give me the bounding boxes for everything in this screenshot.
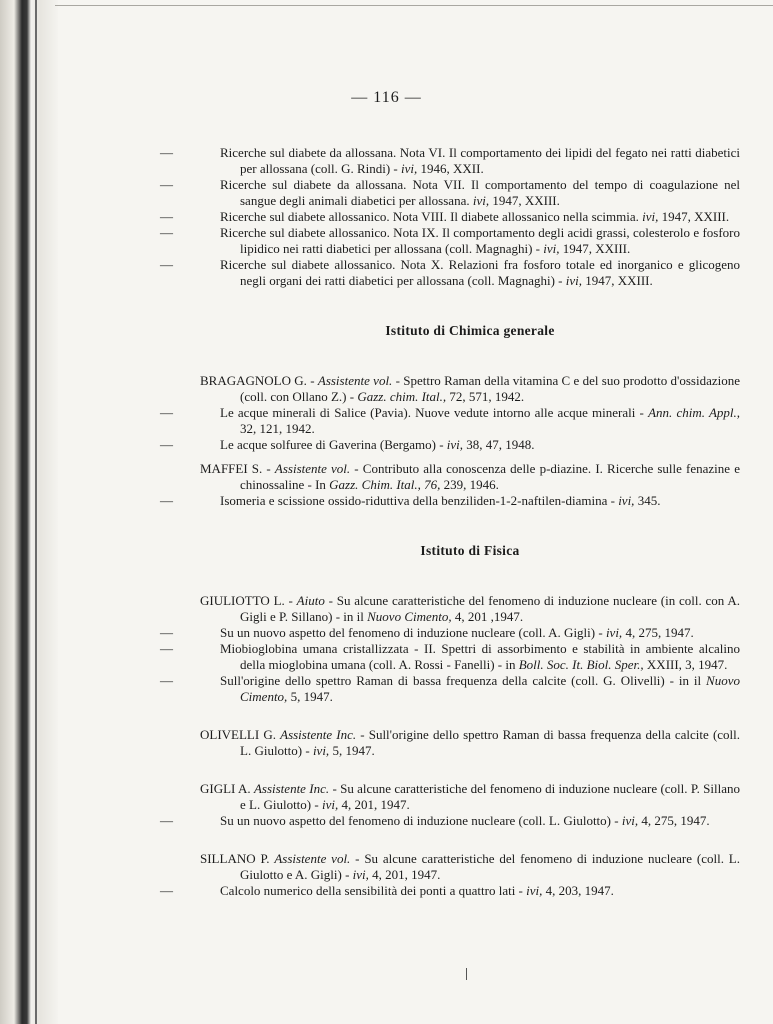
entry-text: Ricerche sul diabete allossanico. Nota VIII. Il diabete allossanico nella scimmia. — [220, 209, 643, 224]
bibliography-entry — [160, 883, 740, 899]
entry-ref-rest: 5, 1947. — [329, 743, 375, 758]
bibliography-entry — [160, 493, 740, 509]
journal-name: Ann. chim. Appl., — [648, 405, 740, 420]
author-entry-olivelli — [200, 727, 740, 759]
separator: - — [306, 373, 318, 388]
entry-text: Calcolo numerico della sensibilità dei ponti a quattro lati - — [220, 883, 527, 898]
entry-ref: ivi, — [642, 209, 659, 224]
entry-dash: — — [160, 813, 173, 828]
entry-text: - Contributo alla conoscenza delle p-diazine. I. Ricerche sulle fenazine e chinossaline - In — [240, 461, 740, 492]
journal-name: ivi, — [446, 437, 464, 452]
author-role: Assistente Inc. — [280, 727, 357, 742]
entry-ref-rest: 4, 275, 1947. — [622, 625, 694, 640]
separator: - — [262, 461, 275, 476]
bibliography-entry — [160, 225, 740, 257]
author-name: BRAGAGNOLO G. — [200, 373, 307, 388]
author-entry-giuliotto — [200, 593, 740, 625]
author-name: GIGLI A. — [200, 781, 251, 796]
entry-dash: — — [160, 177, 173, 192]
entry-ref-rest: 72, 571, 1942. — [446, 389, 525, 404]
page-number: — 116 — — [351, 89, 422, 106]
bibliography-entry — [160, 641, 740, 673]
author-name: MAFFEI S. — [200, 461, 263, 476]
entry-ref-rest: 4, 203, 1947. — [542, 883, 614, 898]
entry-ref-rest: 345. — [634, 493, 661, 508]
bibliography-entry — [160, 405, 740, 437]
journal-name: ivi, — [312, 743, 330, 758]
entry-dash: — — [160, 405, 173, 420]
entry-ref: ivi, — [401, 161, 418, 176]
author-entry-gigli — [200, 781, 740, 813]
author-name: GIULIOTTO L. — [200, 593, 285, 608]
entry-text: - Su alcune caratteristiche del fenomeno di induzione nucleare (coll. P. Sillano e L. Giulotto) - — [240, 781, 741, 812]
entry-ref-rest: 1947, XXIII. — [582, 273, 653, 288]
journal-name: Nuovo Cimento, — [240, 673, 740, 704]
journal-name: ivi, — [526, 883, 543, 898]
entry-dash: — — [160, 437, 173, 452]
entry-ref-rest: 1946, XXII. — [417, 161, 484, 176]
entry-ref-rest: 239, 1946. — [440, 477, 499, 492]
entry-ref-rest: 4, 201 ,1947. — [451, 609, 524, 624]
entry-dash: — — [160, 145, 173, 160]
entry-text: Su un nuovo aspetto del fenomeno di induzione nucleare (coll. L. Giulotto) - — [220, 813, 622, 828]
journal-name: Gazz. Chim. Ital., 76, — [329, 477, 441, 492]
journal-name: ivi, — [605, 625, 623, 640]
entry-ref-rest: 4, 275, 1947. — [638, 813, 710, 828]
journal-name: Gazz. chim. Ital., — [357, 389, 447, 404]
entry-ref: ivi, — [472, 193, 490, 208]
entry-ref-rest: XXIII, 3, 1947. — [643, 657, 728, 672]
bibliography-entry — [160, 813, 740, 829]
section-heading-chimica: Istituto di Chimica generale — [385, 323, 555, 338]
entry-text: Su un nuovo aspetto del fenomeno di induzione nucleare (coll. A. Gigli) - — [220, 625, 606, 640]
author-entry-maffei — [200, 461, 740, 493]
entry-dash: — — [160, 493, 173, 508]
book-binding-edge — [0, 0, 58, 1024]
top-edge-rule — [55, 5, 773, 6]
entry-dash: — — [160, 225, 173, 240]
author-role: Assistente Inc. — [253, 781, 330, 796]
entry-ref-rest: 1947, XXIII. — [658, 209, 730, 224]
section-heading-fisica: Istituto di Fisica — [420, 543, 520, 558]
author-role: Assistente vol. — [274, 851, 351, 866]
journal-name: ivi, — [618, 493, 635, 508]
author-entry-bragagnolo — [200, 373, 740, 405]
entry-text: Sull'origine dello spettro Raman di bassa frequenza della calcite (coll. G. Olivelli) - in il — [220, 673, 707, 688]
entry-ref-rest: 38, 47, 1948. — [463, 437, 535, 452]
entry-ref-rest: 4, 201, 1947. — [338, 797, 410, 812]
author-name: SILLANO P. — [200, 851, 270, 866]
entry-text: - Spettro Raman della vitamina C e del suo prodotto d'ossidazione (coll. con Ollano Z.) - — [240, 373, 740, 404]
journal-name: ivi, — [321, 797, 339, 812]
author-entry-sillano — [200, 851, 740, 883]
journal-name: ivi, — [621, 813, 639, 828]
entry-text: Ricerche sul diabete allossanico. Nota X. Relazioni fra fosforo totale ed inorganico e glicogeno negli organi dei ratti diabetici per allossana (coll. Magnaghi) - — [220, 257, 740, 288]
entry-text: Le acque solfuree di Gaverina (Bergamo) - — [220, 437, 447, 452]
bibliography-entry — [160, 145, 740, 177]
author-role: Assistente vol. — [317, 373, 393, 388]
entry-ref-rest: 1947, XXIII. — [559, 241, 631, 256]
author-role: Assistente vol. — [274, 461, 351, 476]
entry-text: - Sull'origine dello spettro Raman di bassa frequenza della calcite (coll. L. Giulotto) - — [240, 727, 741, 758]
author-name: OLIVELLI G. — [200, 727, 276, 742]
journal-name: Nuovo Cimento, — [367, 609, 452, 624]
entry-text: Ricerche sul diabete da allossana. Nota VI. Il comportamento dei lipidi del fegato nei ratti diabetici per allossana (coll. G. Rindi) - — [220, 145, 740, 176]
entry-text: Le acque minerali di Salice (Pavia). Nuove vedute intorno alle acque minerali - — [220, 405, 649, 420]
entry-text: Ricerche sul diabete da allossana. Nota VII. Il comportamento del tempo di coagulazione nel sangue degli animali diabetici per allossana. — [220, 177, 740, 208]
entry-ref-rest: 1947, XXIII. — [489, 193, 560, 208]
entry-ref: ivi, — [565, 273, 582, 288]
page-content — [160, 145, 741, 899]
entry-ref-rest: 4, 201, 1947. — [368, 867, 441, 882]
bibliography-entry — [160, 177, 740, 209]
separator: - — [284, 593, 297, 608]
bibliography-entry — [160, 625, 740, 641]
entry-dash: — — [160, 883, 173, 898]
entry-text: Miobioglobina umana cristallizzata - II. Spettri di assorbimento e stabilità in ambiente alcalino della mioglobina umana (coll. A. Rossi - Fanelli) - in — [220, 641, 740, 672]
bibliography-entry — [160, 673, 740, 705]
entry-dash: — — [160, 673, 173, 688]
entry-text: - Su alcune caratteristiche del fenomeno di induzione nucleare (in coll. con A. Gigli e P. Sillano) - in il — [240, 593, 740, 624]
entry-dash: — — [160, 209, 173, 224]
author-role: Aiuto — [296, 593, 325, 608]
page-mark — [466, 968, 467, 980]
bibliography-entry — [160, 257, 740, 289]
bibliography-entry — [160, 209, 740, 225]
binding-line — [35, 0, 37, 1024]
entry-text: - Su alcune caratteristiche del fenomeno di induzione nucleare (coll. L. Giulotto e A. Gigli) - — [240, 851, 740, 882]
entry-dash: — — [160, 257, 173, 272]
entry-ref-rest: 32, 121, 1942. — [240, 421, 315, 436]
journal-name: Boll. Soc. It. Biol. Sper., — [518, 657, 644, 672]
entry-text: Ricerche sul diabete allossanico. Nota IX. Il comportamento degli acidi grassi, colesterolo e fosforo lipidico nei ratti diabetici per allossana (coll. Magnaghi) - — [220, 225, 740, 256]
entry-ref-rest: 5, 1947. — [287, 689, 333, 704]
entry-ref: ivi, — [543, 241, 560, 256]
entry-dash: — — [160, 641, 173, 656]
bibliography-entry — [160, 437, 740, 453]
entry-text: Isomeria e scissione ossido-riduttiva della benziliden-1-2-naftilen-diamina - — [220, 493, 619, 508]
entry-dash: — — [160, 625, 173, 640]
journal-name: ivi, — [352, 867, 369, 882]
